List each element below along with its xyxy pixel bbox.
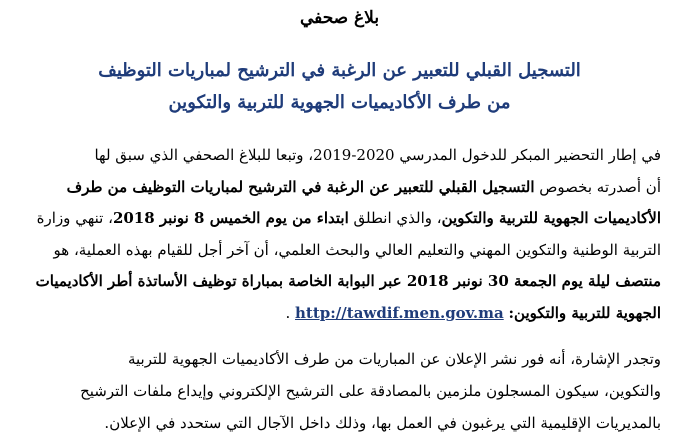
paragraph-1-line-2-text: أن أصدرته بخصوص	[534, 177, 661, 196]
paragraph-1-line-3-bold-c: ابتداء من يوم الخميس 8 نونبر 2018	[112, 209, 349, 227]
paragraph-1-line-6	[13, 298, 661, 330]
paragraph-1-line-2	[13, 172, 661, 204]
document-title-line-2: من طرف الأكاديميات الجهوية للتربية والتكوين	[168, 92, 511, 113]
paragraph-1-line-6-bold: الجهوية للتربية والتكوين:	[508, 303, 661, 322]
paragraph-1-line-5: منتصف ليلة يوم الجمعة 30 نونبر 2018 عبر البوابة الخاصة بمباراة توظيف الأساتذة أطر الأكاديميات	[35, 272, 661, 290]
paragraph-2-line-1: وتجدر الإشارة، أنه فور نشر الإعلان عن المباريات من طرف الأكاديميات الجهوية للتربية	[127, 350, 661, 368]
portal-link[interactable]: http://tawdif.men.gov.ma	[295, 303, 504, 322]
paragraph-1-line-2-bold: التسجيل القبلي للتعبير عن الرغبة في الترشيح لمباريات التوظيف من طرف	[66, 177, 535, 196]
paragraph-1-line-6-end: .	[285, 303, 291, 322]
paragraph-1	[13, 140, 661, 329]
paragraph-1-line-4: التربية الوطنية والتكوين المهني والتعليم العالي والبحث العلمي، أن آخر أجل للقيام بهذه العملية، هو	[53, 240, 661, 259]
document-heading: بلاغ صحفي	[299, 8, 380, 28]
paragraph-1-line-3	[13, 203, 661, 235]
paragraph-2-line-2: والتكوين، سيكون المسجلون ملزمين بالمصادقة على الترشيح الإلكتروني وإيداع ملفات الترشيح	[80, 382, 661, 400]
paragraph-1-line-3-text-d: ، تنهي وزارة	[36, 209, 113, 227]
paragraph-1-line-3-bold-a: الأكاديميات الجهوية للتربية والتكوين	[441, 209, 661, 227]
paragraph-1-line-3-text-b: ، والذي انطلق	[348, 209, 442, 227]
paragraph-1-line-1: في إطار التحضير المبكر للدخول المدرسي 2020-2019، وتبعا للبلاغ الصحفي الذي سبق لها	[94, 146, 661, 164]
paragraph-2-line-3: بالمديريات الإقليمية التي يرغبون في العمل بها، وذلك داخل الآجال التي ستحدد في الإعلان.	[104, 414, 661, 432]
document-title-line-1: التسجيل القبلي للتعبير عن الرغبة في الترشيح لمباريات التوظيف	[98, 60, 581, 81]
paragraph-2	[13, 343, 661, 439]
